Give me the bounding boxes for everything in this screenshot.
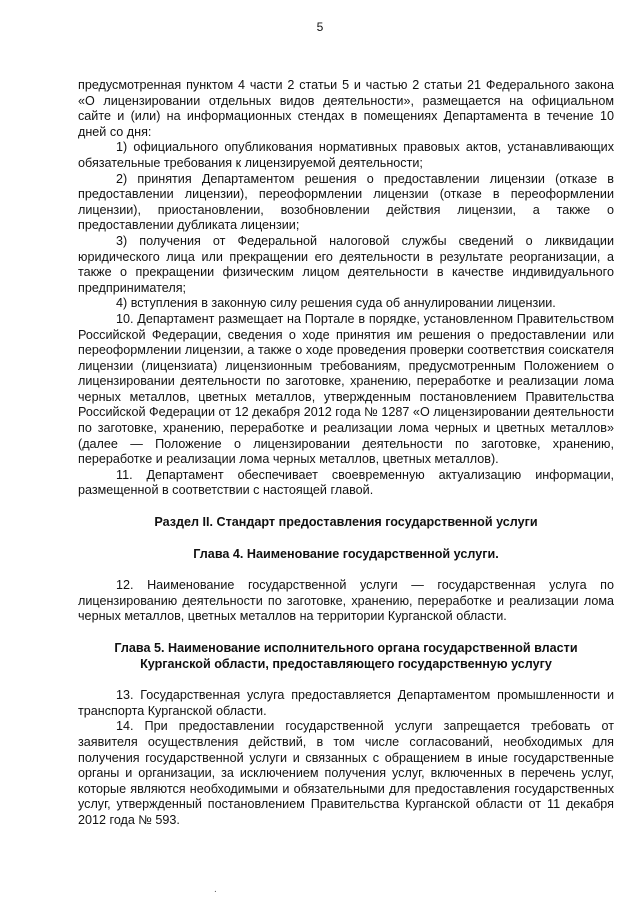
paragraph-10: 10. Департамент размещает на Портале в порядке, установленном Правительством Российской Федерации, сведения о ходе принятия им решения о предоставлении или переоформлении лицензии, а также о ходе проведения проверки соответствия соискателя лицензии (лицензиата) лицензионным требованиям, предусмотренным Положением о лицензировании деятельности по заготовке, хранению, переработке и реализации лома черных металлов, цветных металлов, утвержденным постановлением Правительства Российской Федерации от 12 декабря 2012 года № 1287 «О лицензировании деятельности по заготовке, хранению, переработке и реализации лома черных и цветных металлов» (далее — Положение о лицензировании деятельности по заготовке, хранению, переработке и реализации лома черных металлов, цветных металлов). [78,311,614,467]
list-item-3: 3) получения от Федеральной налоговой службы сведений о ликвидации юридического лица или прекращении его деятельности в результате реорганизации, а также о прекращении физическим лицом деятельности в качестве индивидуального предпринимателя; [78,233,614,295]
chapter-4-heading: Глава 4. Наименование государственной услуги. [193,546,499,561]
bottom-mark: . [214,884,217,895]
paragraph-13: 13. Государственная услуга предоставляется Департаментом промышленности и транспорта Курганской области. [78,688,614,718]
chapter-5-heading-line1: Глава 5. Наименование исполнительного органа государственной власти [114,641,578,655]
chapter-5-heading-line2: Курганской области, предоставляющего государственную услугу [140,656,552,671]
list-item-1: 1) официального опубликования нормативных правовых актов, устанавливающих обязательные требования к лицензируемой деятельности; [78,140,614,170]
paragraph-12: 12. Наименование государственной услуги — государственная услуга по лицензированию деятельности по заготовке, хранению, переработке и реализации лома черных металлов, цветных металлов на территории Курганской области. [78,578,614,624]
list-item-4: 4) вступления в законную силу решения суда об аннулировании лицензии. [116,296,556,311]
section-heading: Раздел II. Стандарт предоставления государственной услуги [154,515,538,530]
paragraph-continuation: предусмотренная пунктом 4 части 2 статьи 5 и частью 2 статьи 21 Федерального закона «О лицензировании отдельных видов деятельности», размещается на официальном сайте и (или) на информационных стендах в помещениях Департамента в течение 10 дней со дня: [78,78,614,139]
document-body [78,78,614,829]
paragraph-11: 11. Департамент обеспечивает своевременную актуализацию информации, размещенной в соответствии с настоящей главой. [78,467,614,498]
list-item-2: 2) принятия Департаментом решения о предоставлении лицензии (отказе в предоставлении лицензии), переоформлении лицензии (отказе в переоформлении лицензии), приостановлении, возобновлении действия лицензии, а также о предоставлении дубликата лицензии; [78,171,614,233]
paragraph-14: 14. При предоставлении государственной услуги запрещается требовать от заявителя осуществления действий, в том числе согласований, необходимых для получения государственной услуги и связанных с обращением в иные государственные органы и организации, за исключением получения услуг, включенных в перечень услуг, которые являются необходимыми и обязательными для предоставления государственных услуг, утвержденный постановлением Правительства Курганской области от 11 декабря 2012 года № 593. [78,719,614,827]
page-number: 5 [316,20,324,34]
